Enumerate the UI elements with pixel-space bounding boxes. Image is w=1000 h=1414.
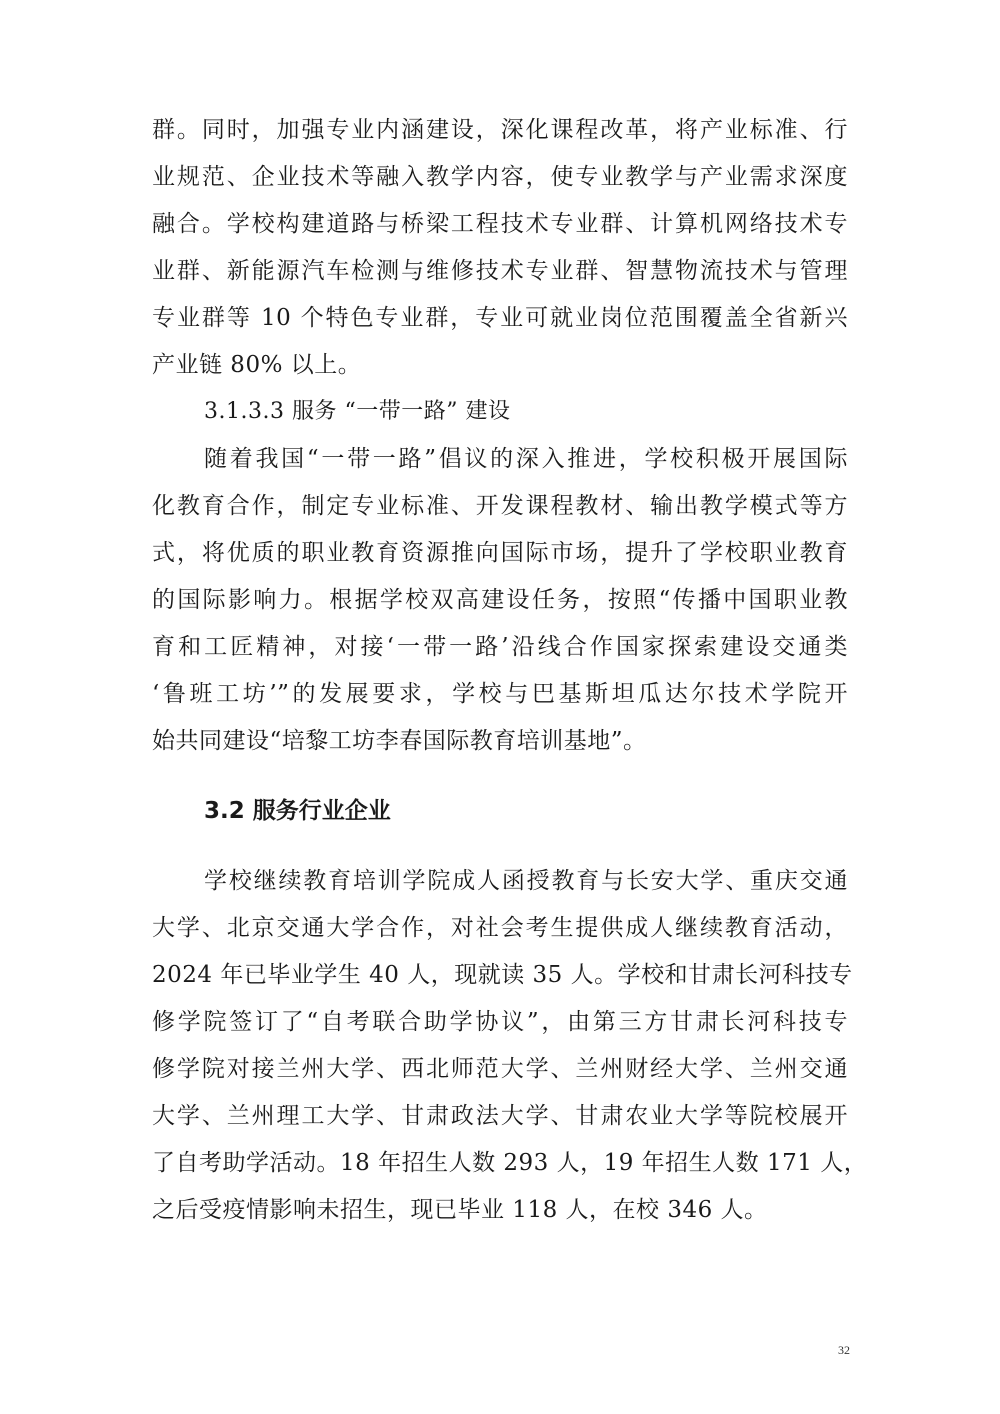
text-line: 群。同时，加强专业内涵建设，深化课程改革，将产业标准、行 [152,117,848,143]
text-line: 育和工匠精神，对接‘一带一路’沿线合作国家探索建设交通类 [152,634,848,660]
text-line: 2024 年已毕业学生 40 人，现就读 35 人。学校和甘肃长河科技专 [152,962,853,988]
text-line: 式，将优质的职业教育资源推向国际市场，提升了学校职业教育 [152,540,848,566]
text-line: 大学、兰州理工大学、甘肃政法大学、甘肃农业大学等院校展开 [152,1103,848,1129]
text-line: 产业链 80% 以上。 [152,352,362,378]
text-line: ‘鲁班工坊’”的发展要求，学校与巴基斯坦瓜达尔技术学院开 [152,681,848,707]
text-line: 学校继续教育培训学院成人函授教育与长安大学、重庆交通 [204,868,848,894]
text-line: 融合。学校构建道路与桥梁工程技术专业群、计算机网络技术专 [152,211,848,237]
text-line: 了自考助学活动。18 年招生人数 293 人，19 年招生人数 171 人， [152,1150,868,1176]
section-heading-3-1-3-3: 3.1.3.3 服务 “一带一路” 建设 [204,399,511,424]
text-line: 化教育合作，制定专业标准、开发课程教材、输出教学模式等方 [152,493,848,519]
page-number: 32 [838,1343,850,1357]
text-line: 始共同建设“培黎工坊李春国际教育培训基地”。 [152,728,647,754]
text-line: 的国际影响力。根据学校双高建设任务，按照“传播中国职业教 [152,587,848,613]
text-line: 随着我国“一带一路”倡议的深入推进，学校积极开展国际 [204,446,848,472]
text-line: 业规范、企业技术等融入教学内容，使专业教学与产业需求深度 [152,164,848,190]
text-line: 之后受疫情影响未招生，现已毕业 118 人，在校 346 人。 [152,1197,768,1223]
text-line: 大学、北京交通大学合作，对社会考生提供成人继续教育活动， [152,915,848,941]
text-line: 业群、新能源汽车检测与维修技术专业群、智慧物流技术与管理 [152,258,848,284]
text-line: 专业群等 10 个特色专业群，专业可就业岗位范围覆盖全省新兴 [152,305,848,331]
text-line: 修学院对接兰州大学、西北师范大学、兰州财经大学、兰州交通 [152,1056,848,1082]
section-heading-3-2: 3.2 服务行业企业 [204,798,391,824]
text-line: 修学院签订了“自考联合助学协议”，由第三方甘肃长河科技专 [152,1009,848,1035]
